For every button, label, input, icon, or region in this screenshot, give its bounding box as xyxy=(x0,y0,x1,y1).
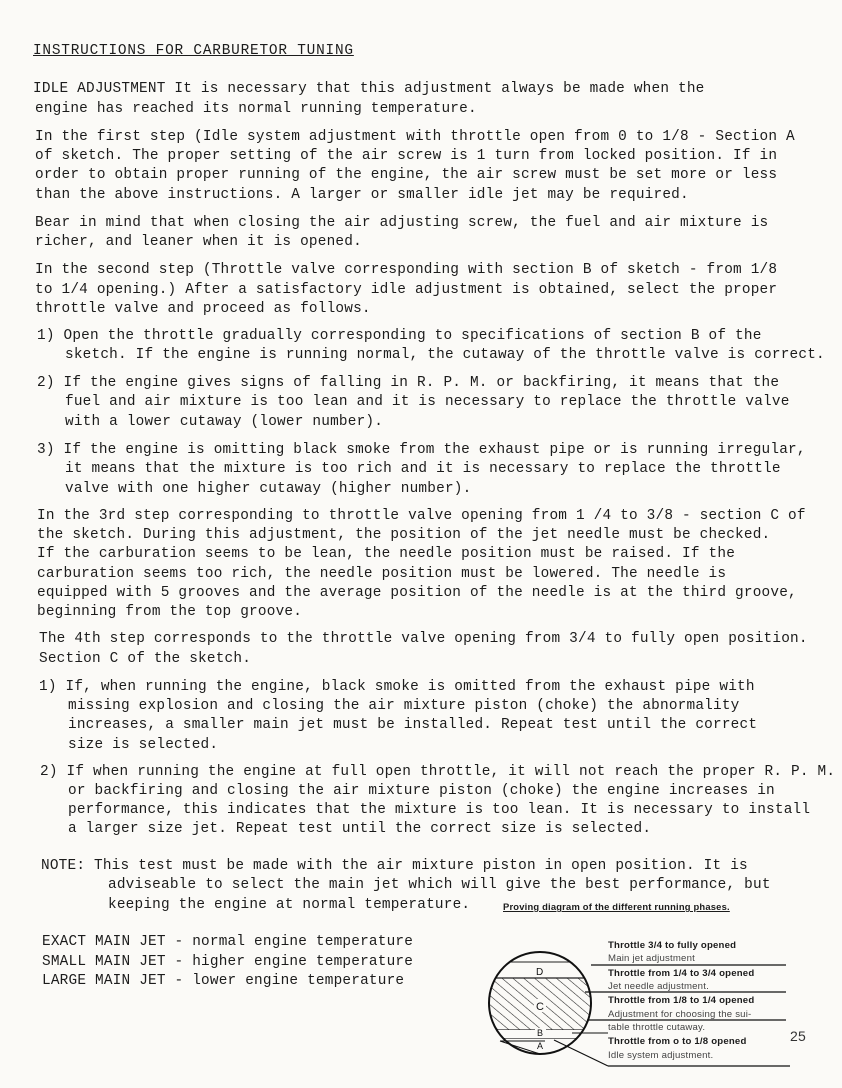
diagram-label-sub: Jet needle adjustment. xyxy=(608,981,709,992)
text-line: 2) If when running the engine at full open throttle, it will not reach the proper R. P. M. xyxy=(40,764,836,780)
text-line: it means that the mixture is too rich and it is necessary to replace the throttle xyxy=(65,461,781,477)
text-line: or backfiring and closing the air mixture piston (choke) the engine increases in xyxy=(68,783,775,799)
page-number: 25 xyxy=(790,1028,806,1044)
text-line: NOTE: This test must be made with the air mixture piston in open position. It is xyxy=(41,858,748,874)
section-letter-a: A xyxy=(537,1041,544,1051)
text-line: In the 3rd step corresponding to throttle valve opening from 1 /4 to 3/8 - section C of xyxy=(37,508,806,524)
text-line: Section C of the sketch. xyxy=(39,651,252,667)
text-line: throttle valve and proceed as follows. xyxy=(35,301,371,317)
diagram-label-sub: table throttle cutaway. xyxy=(608,1022,706,1033)
diagram-label-sub: Main jet adjustment xyxy=(608,953,695,964)
section-letter-c: C xyxy=(536,1001,545,1013)
diagram-label-heading: Throttle 3/4 to fully opened xyxy=(608,940,737,951)
diagram-label-sub: Idle system adjustment. xyxy=(608,1050,714,1061)
text-line: Bear in mind that when closing the air adjusting screw, the fuel and air mixture is xyxy=(35,215,769,231)
text-line: richer, and leaner when it is opened. xyxy=(35,234,362,250)
text-line: adviseable to select the main jet which will give the best performance, but xyxy=(108,877,771,893)
text-line: beginning from the top groove. xyxy=(37,604,303,620)
section-letter-b: B xyxy=(537,1028,544,1038)
text-line: performance, this indicates that the mixture is too lean. It is necessary to install xyxy=(68,802,811,818)
text-line: the sketch. During this adjustment, the position of the jet needle must be checked. xyxy=(37,527,771,543)
text-line: In the second step (Throttle valve corresponding with section B of sketch - from 1/8 xyxy=(35,262,778,278)
text-line: valve with one higher cutaway (higher number). xyxy=(65,481,472,497)
text-line: The 4th step corresponds to the throttle valve opening from 3/4 to fully open position. xyxy=(39,631,808,647)
diagram-label-heading: Throttle from 1/8 to 1/4 opened xyxy=(608,995,755,1006)
diagram-title: Proving diagram of the different running phases. xyxy=(503,901,730,912)
text-line: of sketch. The proper setting of the air screw is 1 turn from locked position. If in xyxy=(35,148,778,164)
jet-line: SMALL MAIN JET - higher engine temperature xyxy=(42,954,414,970)
diagram-label-heading: Throttle from 1/4 to 3/4 opened xyxy=(608,968,755,979)
diagram-label-sub: Adjustment for choosing the sui- xyxy=(608,1009,752,1020)
text-line: a larger size jet. Repeat test until the correct size is selected. xyxy=(68,821,652,837)
text-line: 1) Open the throttle gradually corresponding to specifications of section B of the xyxy=(37,328,762,344)
text-line: IDLE ADJUSTMENT It is necessary that this adjustment always be made when the xyxy=(33,81,705,97)
text-line: carburation seems too rich, the needle position must be lowered. The needle is xyxy=(37,566,727,582)
page-title: INSTRUCTIONS FOR CARBURETOR TUNING xyxy=(33,43,354,59)
text-line: fuel and air mixture is too lean and it is necessary to replace the throttle valve xyxy=(65,394,790,410)
text-line: than the above instructions. A larger or smaller idle jet may be required. xyxy=(35,187,689,203)
text-line: 3) If the engine is omitting black smoke from the exhaust pipe or is running irregular, xyxy=(37,442,806,458)
text-line: sketch. If the engine is running normal, the cutaway of the throttle valve is correct. xyxy=(65,347,825,363)
text-line: 1) If, when running the engine, black smoke is omitted from the exhaust pipe with xyxy=(39,679,755,695)
text-line: with a lower cutaway (lower number). xyxy=(65,414,384,430)
section-letter-d: D xyxy=(536,967,544,978)
text-line: order to obtain proper running of the engine, the air screw must be set more or less xyxy=(35,167,778,183)
text-line: If the carburation seems to be lean, the needle position must be raised. If the xyxy=(37,546,736,562)
text-line: size is selected. xyxy=(68,737,219,753)
diagram-label-heading: Throttle from o to 1/8 opened xyxy=(608,1036,747,1047)
text-line: engine has reached its normal running temperature. xyxy=(35,101,477,117)
text-line: equipped with 5 grooves and the average position of the needle is at the third groove, xyxy=(37,585,797,601)
jet-line: LARGE MAIN JET - lower engine temperature xyxy=(42,973,405,989)
text-line: missing explosion and closing the air mixture piston (choke) the abnormality xyxy=(68,698,740,714)
text-line: 2) If the engine gives signs of falling in R. P. M. or backfiring, it means that the xyxy=(37,375,780,391)
text-line: In the first step (Idle system adjustment with throttle open from 0 to 1/8 - Section A xyxy=(35,129,795,145)
text-line: keeping the engine at normal temperature. xyxy=(108,897,471,913)
text-line: increases, a smaller main jet must be installed. Repeat test until the correct xyxy=(68,717,758,733)
jet-line: EXACT MAIN JET - normal engine temperature xyxy=(42,934,414,950)
text-line: to 1/4 opening.) After a satisfactory idle adjustment is obtained, select the proper xyxy=(35,282,778,298)
